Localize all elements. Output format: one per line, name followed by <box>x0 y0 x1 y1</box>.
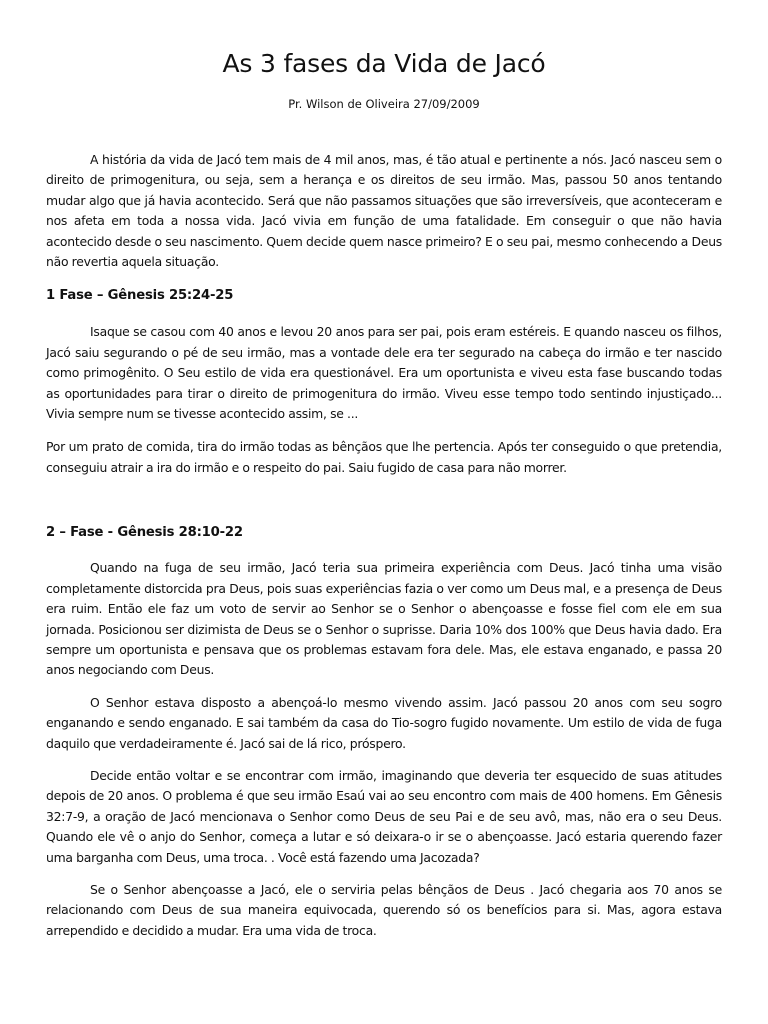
section-2-heading: 2 – Fase - Gênesis 28:10-22 <box>46 525 243 541</box>
section-2-paragraph-2: O Senhor estava disposto a abençoá-lo mesmo vivendo assim. Jacó passou 20 anos com seu sogro enganando e sendo enganado. E sai também da casa do Tio-sogro fugido novamente. Um estilo de vida de fuga daquilo que verdadeiramente é. Jacó sai de lá rico, próspero. <box>46 694 722 751</box>
section-1-paragraph-1: Isaque se casou com 40 anos e levou 20 anos para ser pai, pois eram estéreis. E quando nasceu os filhos, Jacó saiu segurando o pé de seu irmão, mas a vontade dele era ter segurado na cabeça do irmão e ter nascido como primogênito. O Seu estilo de vida era questionável. Era um oportunista e viveu esta fase buscando todas as oportunidades para tirar o direito de primogenitura do irmão. Viveu esse tempo todo sentindo injustiçado... Vivia sempre num se tivesse acontecido assim, se ... <box>46 324 722 422</box>
section-2-paragraph-1: Quando na fuga de seu irmão, Jacó teria sua primeira experiência com Deus. Jacó tinha uma visão completamente distorcida pra Deus, pois suas experiências fazia o ver como um Deus mal, e a presença de Deus era ruim. Então ele faz um voto de servir ao Senhor se o Senhor o abençoasse e fosse fiel com ele em sua jornada. Posicionou ser dizimista de Deus se o Senhor o suprisse. Daria 10% dos 100% que Deus havia dado. Era sempre um oportunista e pensava que os problemas estavam fora dele. Mas, ele estava enganado, e passa 20 anos negociando com Deus. <box>46 560 722 678</box>
intro-paragraph: A história da vida de Jacó tem mais de 4 mil anos, mas, é tão atual e pertinente a nós. Jacó nasceu sem o direito de primogenitura, ou seja, sem a herança e os direitos de seu irmão. Mas, passou 50 anos tentando mudar algo que já havia acontecido. Será que não passamos situações que são irreversíveis, que aconteceram e nos afeta em toda a nossa vida. Jacó vivia em função de uma fatalidade. Em conseguir o que não havia acontecido desde o seu nascimento. Quem decide quem nasce primeiro? E o seu pai, mesmo conhecendo a Deus não revertia aquela situação. <box>46 152 722 270</box>
section-2-paragraph-3: Decide então voltar e se encontrar com irmão, imaginando que deveria ter esquecido de suas atitudes depois de 20 anos. O problema é que seu irmão Esaú vai ao seu encontro com mais de 400 homens. Em Gênesis 32:7-9, a oração de Jacó mencionava o Senhor como Deus de seu Pai e de seu avô, mas, não era o seu Deus. Quando ele vê o anjo do Senhor, começa a lutar e só deixara-o ir se o abençoasse. Jacó estaria querendo fazer uma barganha com Deus, uma troca. . Você está fazendo uma Jacozada? <box>46 767 722 865</box>
section-1-heading: 1 Fase – Gênesis 25:24-25 <box>46 288 234 304</box>
section-2-paragraph-4: Se o Senhor abençoasse a Jacó, ele o serviria pelas bênçãos de Deus . Jacó chegaria aos 70 anos se relacionando com Deus de sua maneira equivocada, querendo só os benefícios para si. Mas, agora estava arrependido e decidido a mudar. Era uma vida de troca. <box>46 881 722 938</box>
author-date: Pr. Wilson de Oliveira 27/09/2009 <box>288 97 480 111</box>
document-title: As 3 fases da Vida de Jacó <box>222 49 546 78</box>
section-1-paragraph-2: Por um prato de comida, tira do irmão todas as bênçãos que lhe pertencia. Após ter conseguido o que pretendia, conseguiu atrair a ira do irmão e o respeito do pai. Saiu fugido de casa para não morrer. <box>46 439 722 475</box>
